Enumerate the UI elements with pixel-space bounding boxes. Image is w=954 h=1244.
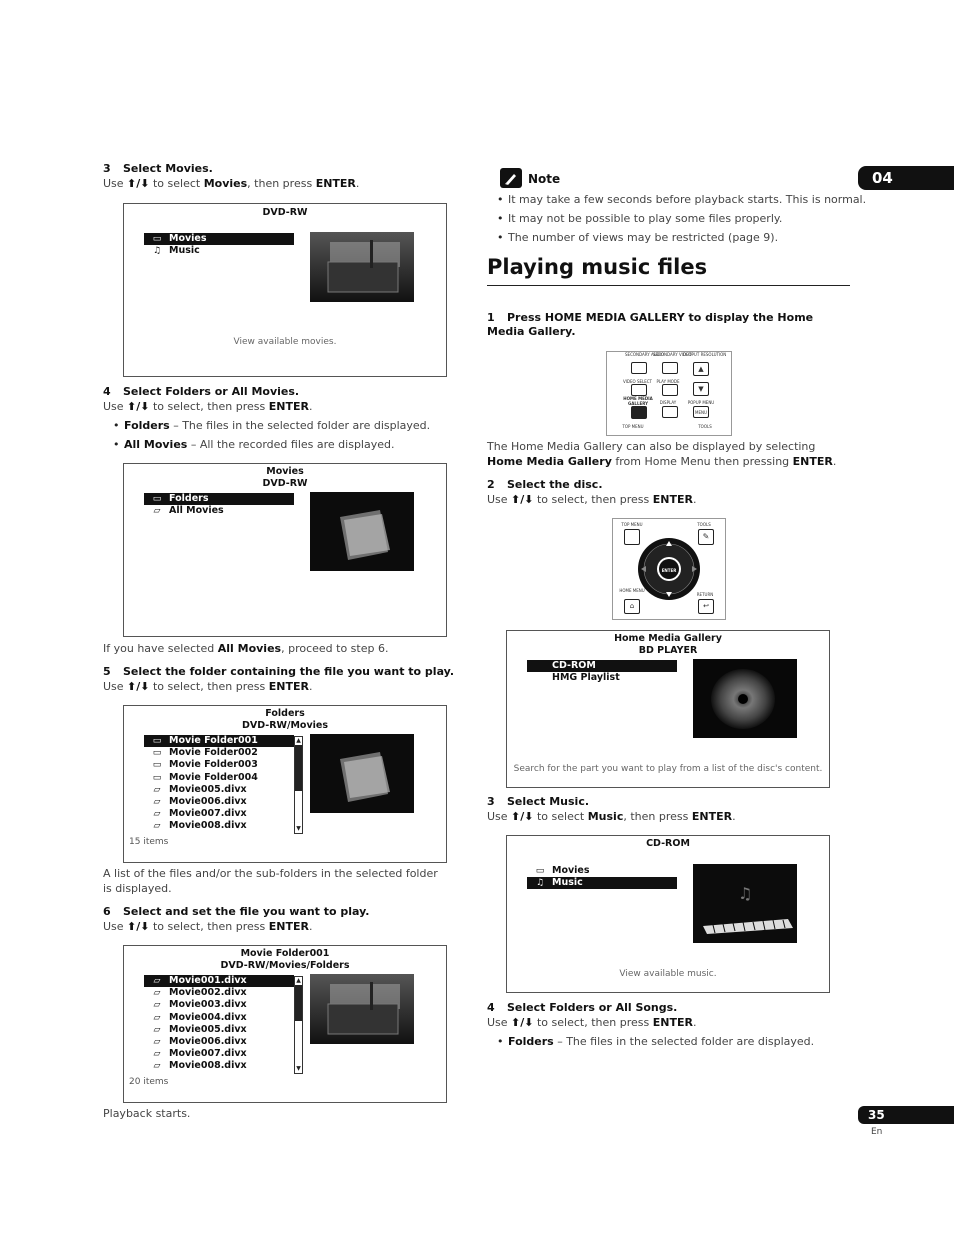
chapter-number: 04 [872, 169, 893, 187]
menu-item-movies[interactable]: ▭ Movies [527, 865, 677, 877]
remote-label: TOOLS [698, 424, 712, 429]
file-icon: ▱ [153, 1000, 161, 1011]
menu-item-cd-rom[interactable]: CD-ROM [527, 660, 677, 672]
note-item: • It may take a few seconds before playback starts. This is normal. [508, 192, 866, 207]
list-item[interactable]: ▭ Movie Folder001 [144, 735, 294, 747]
screen-caption: Search for the part you want to play from a list of the disc's content. [513, 764, 823, 774]
list-item[interactable]: ▱ Movie003.divx [144, 999, 294, 1011]
remote-label: SECONDARY VIDEO [653, 352, 692, 357]
file-icon: ▱ [153, 809, 161, 820]
screen-title: Movie Folder001 [240, 948, 330, 959]
folder-thumbnail [310, 492, 414, 571]
file-icon: ▱ [153, 1036, 161, 1047]
scrollbar-thumb[interactable] [295, 745, 302, 791]
disc-thumbnail [693, 659, 797, 738]
page-number-tab [858, 1106, 954, 1124]
scroll-down-icon[interactable]: ▼ [296, 1065, 301, 1072]
step-5-heading: 5 Select the folder containing the file you want to play. [103, 665, 454, 678]
remote-label: RETURN [696, 592, 714, 597]
page-language: En [871, 1127, 883, 1137]
file-icon: ▱ [153, 821, 161, 832]
list-item[interactable]: ▱ Movie008.divx [144, 1060, 294, 1072]
step-3-music-heading: 3 Select Music. [487, 795, 590, 808]
file-icon: ▱ [153, 796, 161, 807]
menu-item-all-movies[interactable]: ▱ All Movies [144, 505, 294, 517]
screen-home-media-gallery [506, 630, 830, 788]
bullet-all-movies: • All Movies – All the recorded files are displayed. [124, 437, 394, 452]
scrollbar-thumb[interactable] [295, 985, 302, 1021]
remote-label: POPUP MENU [687, 400, 715, 405]
file-icon: ▱ [153, 1012, 161, 1023]
screen-files-list [123, 945, 447, 1103]
movie-thumbnail [310, 232, 414, 302]
step-3-instruction: Use ⬆/⬇ to select Movies, then press ENTER. [103, 177, 360, 190]
folder-icon: ▭ [152, 234, 162, 244]
scroll-down-icon[interactable]: ▼ [296, 825, 301, 832]
step-1-description: The Home Media Gallery can also be displayed by selecting Home Media Gallery from Home Menu then pressing ENTER. [487, 440, 837, 468]
screen-movies-menu [123, 463, 447, 637]
menu-item-music[interactable]: ♫ Music [144, 245, 294, 257]
all-movies-note: If you have selected All Movies, proceed to step 6. [103, 642, 389, 655]
item-count: 15 items [129, 837, 169, 847]
menu-item-hmg-playlist[interactable]: HMG Playlist [552, 672, 620, 684]
music-note-icon: ♫ [535, 878, 545, 889]
file-icon: ▱ [153, 784, 161, 795]
list-item[interactable]: ▱ Movie001.divx [144, 975, 294, 987]
music-note-icon: ♫ [152, 246, 162, 257]
menu-item-folders[interactable]: ▭ Folders [144, 493, 294, 505]
step-5-instruction: Use ⬆/⬇ to select, then press ENTER. [103, 680, 313, 693]
svg-text:♫: ♫ [738, 884, 753, 903]
play-mode-button [662, 384, 678, 396]
step-4-instruction: Use ⬆/⬇ to select, then press ENTER. [103, 400, 313, 413]
playback-starts: Playback starts. [103, 1107, 191, 1120]
bullet-folders: • Folders – The files in the selected folder are displayed. [508, 1034, 814, 1049]
home-menu-button: ⌂ [624, 599, 640, 614]
file-icon: ▱ [153, 1024, 161, 1035]
step-4-music-instruction: Use ⬆/⬇ to select, then press ENTER. [487, 1016, 697, 1029]
menu-item-music[interactable]: ♫ Music [527, 877, 677, 889]
list-item[interactable]: ▱ Movie005.divx [144, 1024, 294, 1036]
home-media-gallery-button [631, 406, 647, 419]
tools-button: ✎ [698, 529, 714, 545]
video-select-button [631, 384, 647, 396]
step-6-heading: 6 Select and set the file you want to play. [103, 905, 370, 918]
screen-title: DVD-RW [262, 207, 308, 218]
item-count: 20 items [129, 1077, 169, 1087]
step-6-instruction: Use ⬆/⬇ to select, then press ENTER. [103, 920, 313, 933]
list-item[interactable]: ▱ Movie007.divx [144, 1048, 294, 1060]
remote-label: SECONDARY AUDIO [625, 352, 665, 357]
secondary-audio-button [631, 362, 647, 374]
return-button: ↩ [698, 599, 714, 614]
note-icon [500, 168, 522, 188]
remote-label: OUTPUT RESOLUTION [683, 352, 727, 357]
screen-subtitle: DVD-RW/Movies/Folders [220, 960, 350, 971]
resolution-up-button: ▲ [693, 362, 709, 376]
movie-thumbnail [310, 974, 414, 1044]
note-item: • It may not be possible to play some files properly. [508, 211, 782, 226]
popup-menu-button: MENU [693, 406, 709, 418]
file-icon: ▱ [153, 988, 161, 999]
list-item[interactable]: ▱ Movie002.divx [144, 987, 294, 999]
step-2-heading: 2 Select the disc. [487, 478, 603, 491]
step-3-heading: 3 Select Movies. [103, 162, 213, 175]
piano-thumbnail [693, 864, 797, 943]
scrollbar[interactable] [294, 736, 303, 834]
display-button [662, 406, 678, 418]
page-number: 35 [868, 1108, 885, 1122]
remote-illustration-home-media-gallery [606, 351, 732, 436]
bullet-folders: • Folders – The files in the selected folder are displayed. [124, 418, 430, 433]
folder-icon: ▭ [152, 760, 162, 771]
resolution-down-button: ▼ [693, 382, 709, 396]
step-4-heading: 4 Select Folders or All Movies. [103, 385, 300, 398]
remote-label: HOME MEDIA GALLERY [623, 396, 653, 406]
screen-subtitle: DVD-RW [262, 478, 308, 489]
remote-label: HOME MENU [619, 588, 645, 593]
folder-icon: ▭ [152, 736, 162, 746]
screen-subtitle: DVD-RW/Movies [241, 720, 329, 731]
screen-caption: View available movies. [233, 337, 337, 347]
remote-label: TOP MENU [622, 424, 644, 429]
list-item[interactable]: ▱ Movie008.divx [144, 820, 294, 832]
list-item[interactable]: ▱ Movie005.divx [144, 784, 294, 796]
file-icon: ▱ [153, 506, 161, 517]
screen-subtitle: BD PLAYER [638, 645, 698, 656]
secondary-video-button [662, 362, 678, 374]
screen-dvd-rw-menu [123, 203, 447, 377]
remote-label: DISPLAY [659, 400, 677, 405]
file-icon: ▱ [153, 1061, 161, 1072]
remote-label: PLAY MODE [656, 379, 680, 384]
step-5-description: A list of the files and/or the sub-folders in the selected folder is displayed. [103, 867, 438, 895]
screen-folders-list [123, 705, 447, 863]
folder-thumbnail [310, 734, 414, 813]
file-icon: ▱ [153, 1049, 161, 1060]
folder-icon: ▭ [152, 772, 162, 783]
folder-icon: ▭ [152, 494, 162, 504]
list-item[interactable]: ▭ Movie Folder002 [144, 747, 294, 759]
screen-title: Home Media Gallery [614, 633, 722, 644]
menu-item-movies[interactable]: ▭ Movies [144, 233, 294, 245]
screen-caption: View available music. [619, 969, 717, 979]
list-item[interactable]: ▭ Movie Folder004 [144, 772, 294, 784]
step-2-instruction: Use ⬆/⬇ to select, then press ENTER. [487, 493, 697, 506]
step-1-heading: 1 Press HOME MEDIA GALLERY to display the Home Media Gallery. [487, 311, 814, 338]
enter-label: ENTER [661, 568, 677, 573]
list-item[interactable]: ▭ Movie Folder003 [144, 759, 294, 771]
section-title: Playing music files [487, 255, 708, 279]
remote-label: TOOLS [697, 522, 711, 527]
note-item: • The number of views may be restricted (page 9). [508, 230, 778, 245]
screen-title: Movies [266, 466, 304, 477]
folder-icon: ▭ [152, 748, 162, 759]
list-item[interactable]: ▱ Movie007.divx [144, 808, 294, 820]
scroll-up-icon[interactable]: ▲ [296, 977, 301, 984]
list-item[interactable]: ▱ Movie006.divx [144, 796, 294, 808]
section-rule [487, 285, 850, 286]
step-3-music-instruction: Use ⬆/⬇ to select Music, then press ENTER. [487, 810, 736, 823]
screen-title: Folders [265, 708, 305, 719]
folder-icon: ▭ [535, 866, 545, 876]
screen-cd-rom-menu [506, 835, 830, 993]
list-item[interactable]: ▱ Movie004.divx [144, 1012, 294, 1024]
note-label: Note [528, 172, 561, 186]
file-icon: ▱ [153, 976, 161, 986]
step-4-music-heading: 4 Select Folders or All Songs. [487, 1001, 678, 1014]
scrollbar[interactable] [294, 976, 303, 1074]
scroll-up-icon[interactable]: ▲ [296, 737, 301, 744]
list-item[interactable]: ▱ Movie006.divx [144, 1036, 294, 1048]
chapter-tab [858, 166, 954, 190]
remote-label: VIDEO SELECT [623, 379, 653, 384]
remote-illustration-navigation [612, 518, 726, 620]
screen-title: CD-ROM [646, 838, 690, 849]
remote-label: TOP MENU [621, 522, 643, 527]
